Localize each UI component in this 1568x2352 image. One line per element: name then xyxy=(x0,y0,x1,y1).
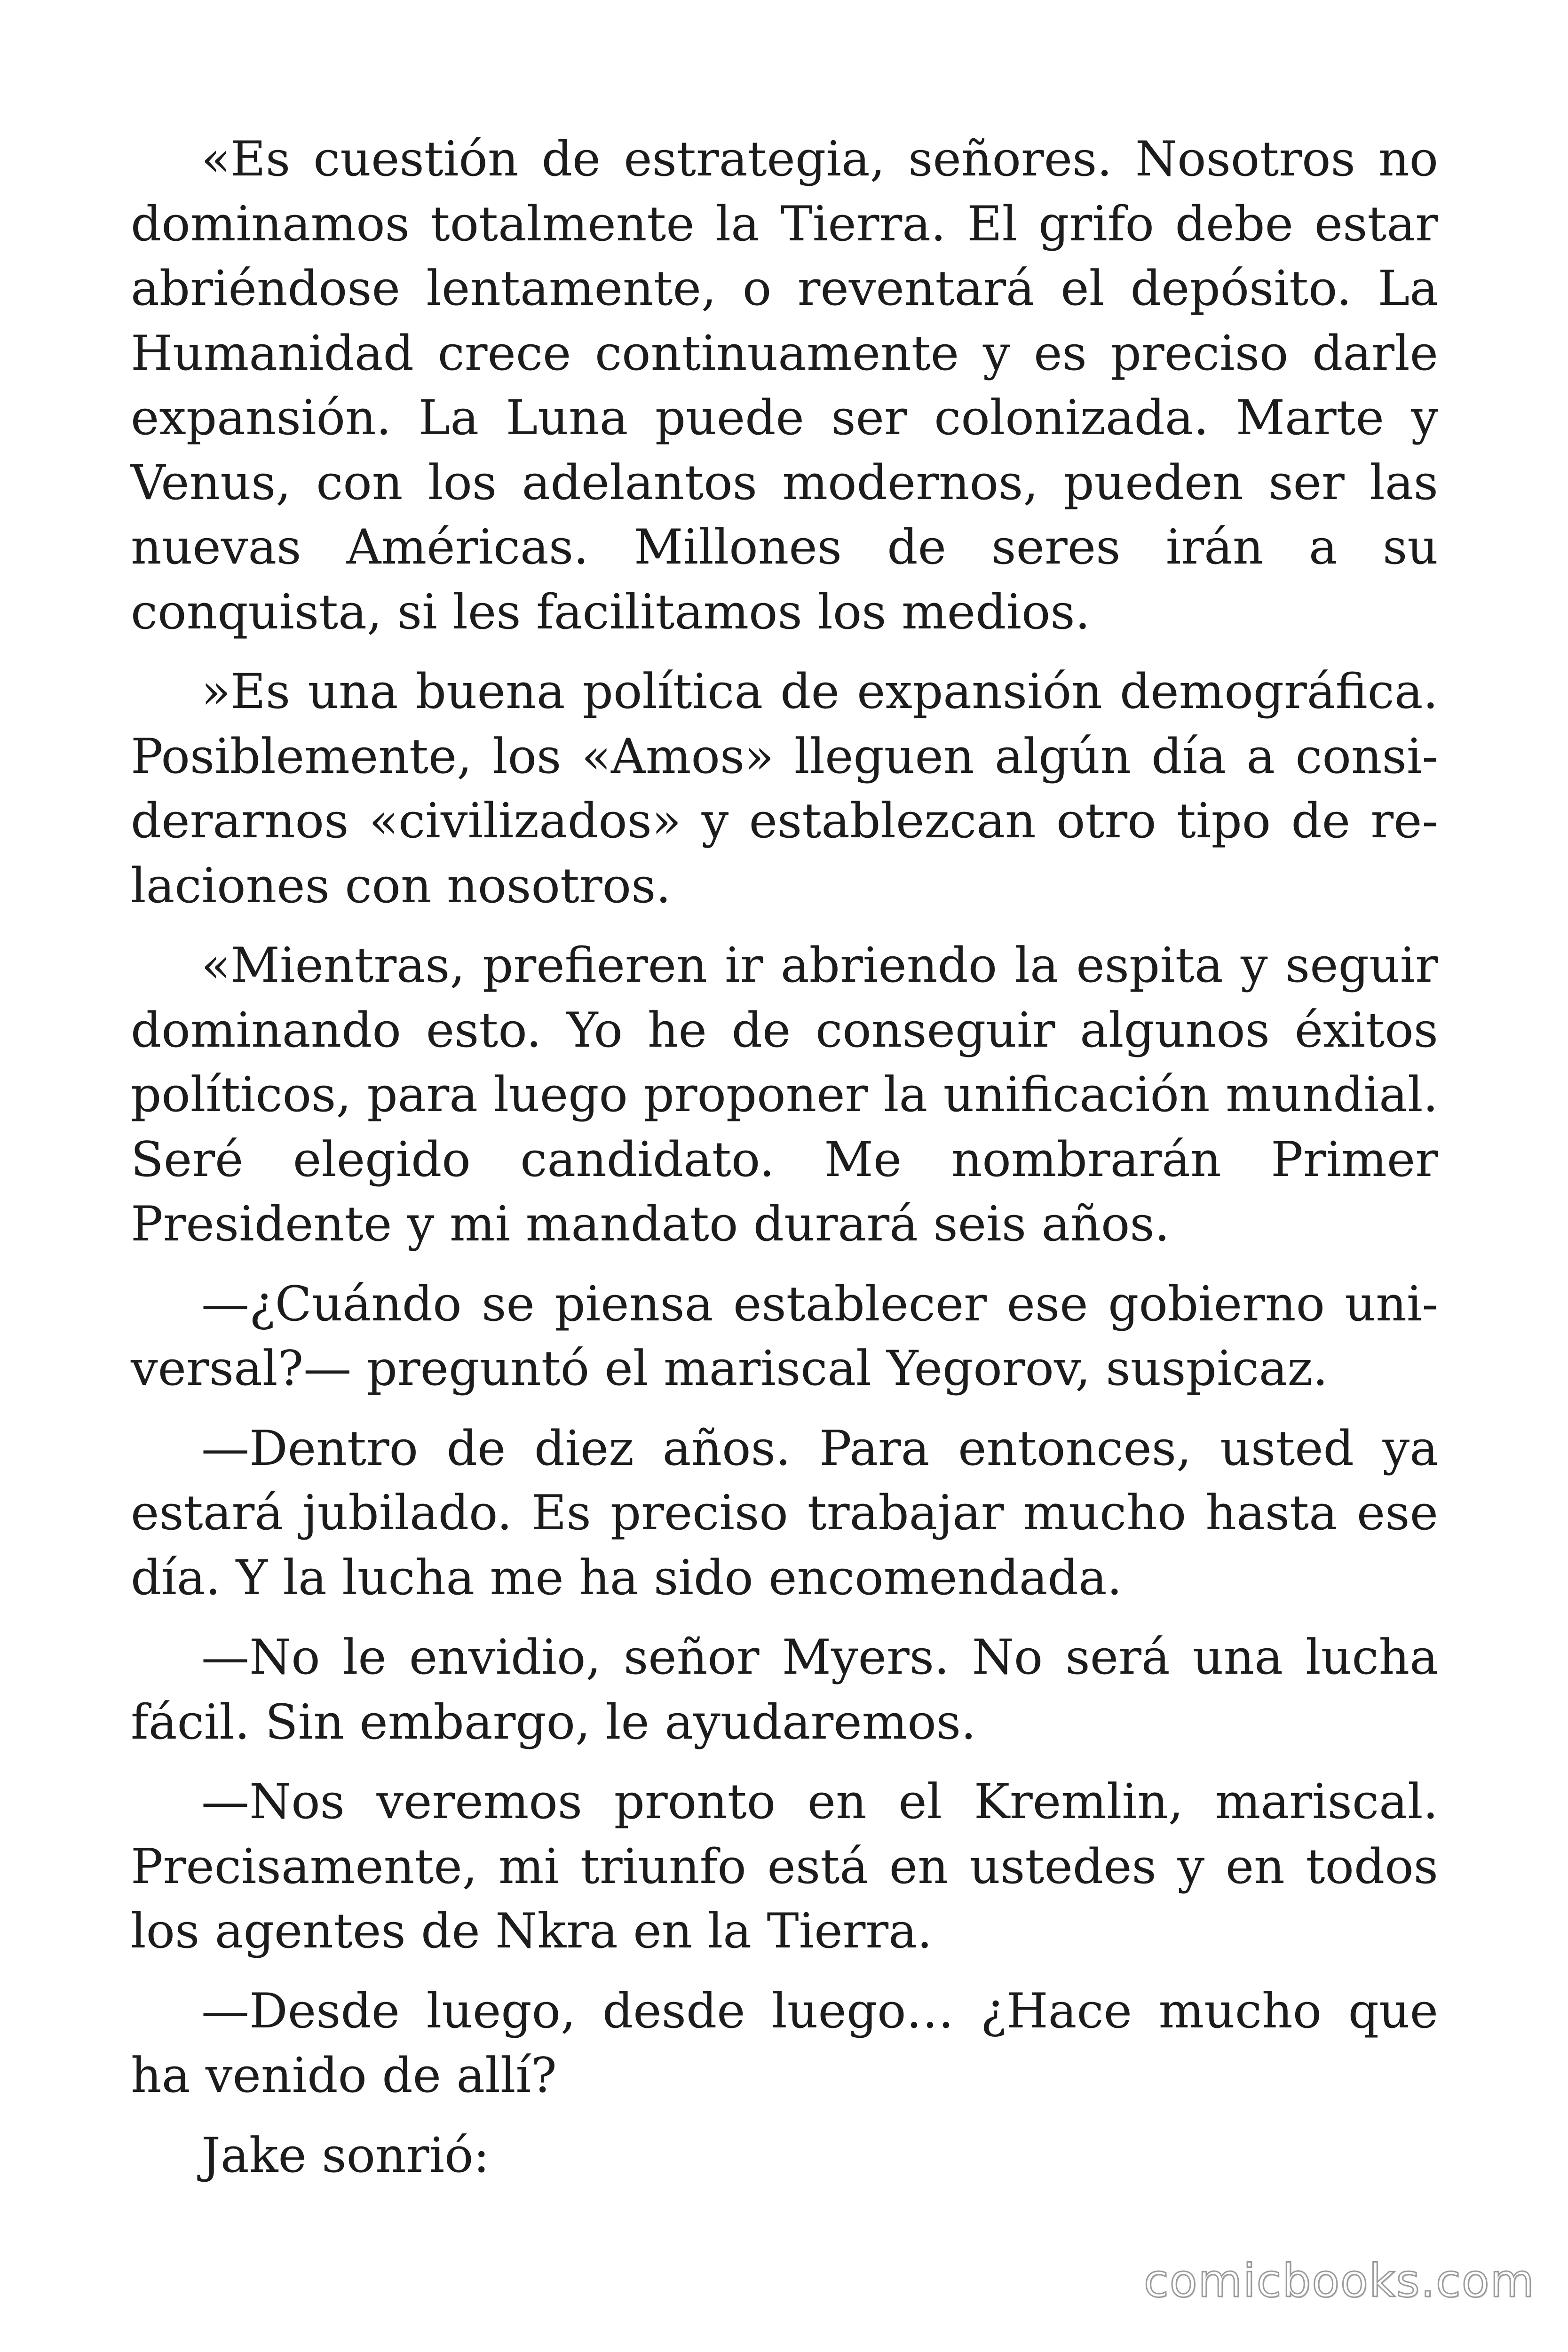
paragraph-7: —Nos veremos pronto en el Kremlin, mariscal. Precisamente, mi triunfo está en ustedes y en todos los agentes de Nkra en la Tierra. xyxy=(131,1774,1438,1959)
paragraph-3: «Mientras, prefieren ir abriendo la espita y seguir dominando esto. Yo he de conseguir algunos éxitos políticos, para luego proponer la unificación mundial. Seré elegido candidato. Me nombrarán Primer Presidente y mi mandato durará seis años. xyxy=(131,938,1438,1252)
paragraph-8: —Desde luego, desde luego… ¿Hace mucho que ha venido de allí? xyxy=(131,1983,1438,2104)
paragraph-9: Jake sonrió: xyxy=(201,2127,490,2184)
paragraph-2: »Es una buena política de expansión demográfica. Posiblemente, los «Amos» lleguen algún día a considerarnos «civilizados» y establezcan otro tipo de relaciones con nosotros. xyxy=(131,664,1438,914)
paragraph-6: —No le envidio, señor Myers. No será una lucha fácil. Sin embargo, le ayudaremos. xyxy=(131,1629,1438,1750)
paragraph-1: «Es cuestión de estrategia, señores. Nosotros no dominamos totalmente la Tierra. El grifo debe estar abriéndose lentamente, o reventará el depósito. La Humanidad crece continuamente y es preciso darle expansión. La Luna puede ser colonizada. Marte y Venus, con los adelantos modernos, pueden ser las nuevas Américas. Millones de seres irán a su conquista, si les facilitamos los medios. xyxy=(131,131,1438,640)
watermark: comicbooks.com xyxy=(1143,2255,1535,2307)
paragraph-4: —¿Cuándo se piensa establecer ese gobierno universal?— preguntó el mariscal Yegorov, suspicaz. xyxy=(131,1276,1438,1397)
book-page-text xyxy=(131,127,1438,2203)
paragraph-5: —Dentro de diez años. Para entonces, usted ya estará jubilado. Es preciso trabajar mucho hasta ese día. Y la lucha me ha sido encomendada. xyxy=(131,1420,1438,1606)
